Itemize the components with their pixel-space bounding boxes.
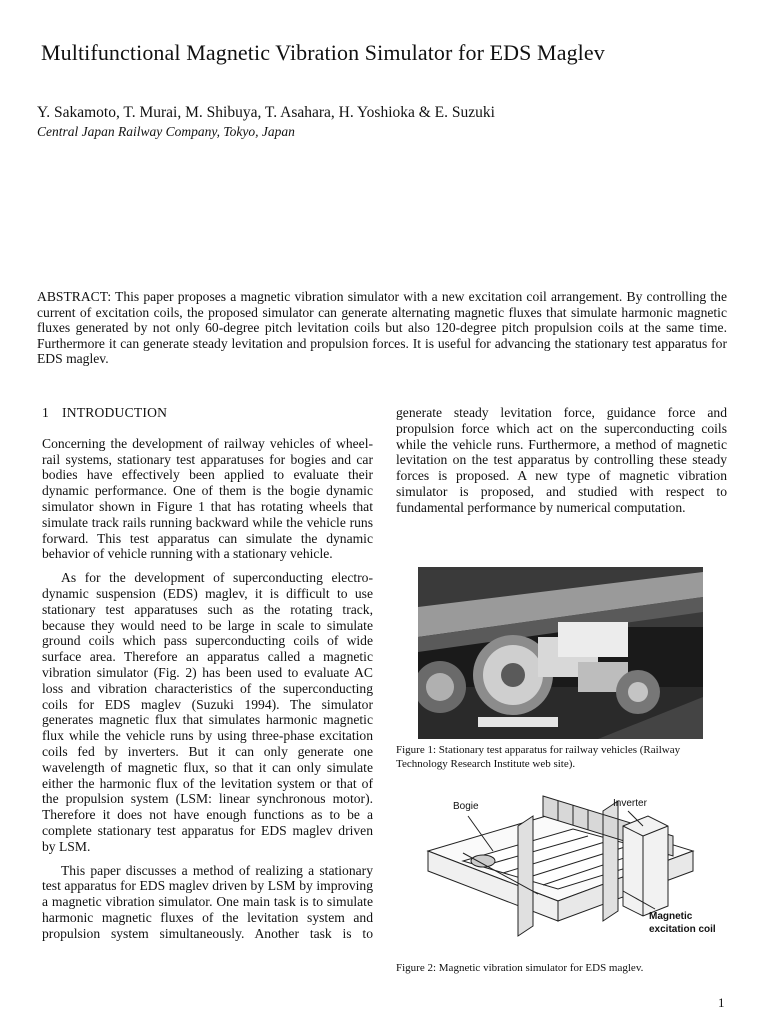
figure-2-caption: Figure 2: Magnetic vibration simulator for EDS maglev. bbox=[396, 962, 644, 974]
paper-title: Multifunctional Magnetic Vibration Simulator for EDS Maglev bbox=[41, 40, 605, 65]
figure-1-photo bbox=[418, 567, 703, 739]
intro-paragraph-1: Concerning the development of railway vehicles of wheel-rail systems, stationary test apparatuses for bogies and car bodies have effectively been applied to evaluate their dynamic performance. One of them is the bogie dynamic simulator shown in Figure 1 that has rotating wheels that simulate track rails running backward while the vehicle runs forward. This test apparatus can simulate the dynamic behavior of vehicle running with a stationary vehicle. bbox=[42, 435, 373, 562]
abstract: ABSTRACT: This paper proposes a magnetic vibration simulator with a new excitation coil arrangement. By controlling the current of excitation coils, the proposed simulator can generate alternating magnetic fluxes that simulate harmonic magnetic fluxes generated by not only 60-degree pitch levitation coils but also 120-degree pitch propulsion coils at the same time. Furthermore it can generate steady levitation and propulsion forces. It is useful for advancing the stationary test apparatus for EDS maglev. bbox=[37, 289, 727, 367]
figure-1-caption: Figure 1: Stationary test apparatus for railway vehicles (Railway Technology Research Institute web site). bbox=[396, 744, 681, 770]
affiliation: Central Japan Railway Company, Tokyo, Japan bbox=[37, 124, 295, 139]
right-column bbox=[396, 405, 727, 547]
section-number: 1 bbox=[42, 405, 49, 420]
section-heading bbox=[42, 405, 373, 421]
paragraph-3-overflow: generate steady levitation force, guidance force and propulsion force which act on the superconducting coils while the vehicle runs. Furthermore, a method of magnetic levitation on the test apparatus by controlling these steady forces is proposed. A new type of magnetic vibration simulator is proposed, and studied with respect to fundamental performance by numerical computation. bbox=[396, 405, 727, 515]
label-magnetic: Magnetic bbox=[649, 911, 693, 922]
author-list: Y. Sakamoto, T. Murai, M. Shibuya, T. Asahara, H. Yoshioka & E. Suzuki bbox=[37, 104, 495, 121]
figure-2-diagram bbox=[423, 791, 723, 961]
page-number: 1 bbox=[718, 995, 725, 1010]
label-bogie: Bogie bbox=[453, 801, 479, 812]
left-column bbox=[42, 405, 373, 942]
intro-paragraph-3-continued bbox=[396, 405, 727, 547]
label-excitation-coil: excitation coil bbox=[649, 924, 716, 935]
section-title: INTRODUCTION bbox=[62, 405, 168, 420]
label-inverter: Inverter bbox=[613, 798, 647, 809]
intro-paragraph-2: As for the development of superconducting electro-dynamic suspension (EDS) maglev, it is difficult to use stationary test apparatuses such as the rotating track, because they would need to be large in scale to simulate ground coils which pass superconducting coils of wide surface area. Therefore an apparatus called a magnetic vibration simulator (Fig. 2) has been used to evaluate AC loss and vibration characteristics of the superconducting coils for EDS maglev (Suzuki 1994). The simulator generates magnetic flux that simulates harmonic magnetic flux while the vehicle runs by using three-phase excitation coils fed by inverters. But it can only generate one wavelength of magnetic flux, so that it can only simulate either the harmonic flux of the levitation system or that of the propulsion system (LSM: linear synchronous motor). Therefore it does not have enough functions as to be a complete stationary test apparatus for EDS maglev driven by LSM. bbox=[42, 570, 373, 854]
intro-paragraph-3: This paper discusses a method of realizing a stationary test apparatus for EDS maglev driven by LSM by improving a magnetic vibration simulator. One main task is to simulate harmonic magnetic fluxes of the levitation system and propulsion system simultaneously. Another task is to bbox=[42, 862, 373, 941]
